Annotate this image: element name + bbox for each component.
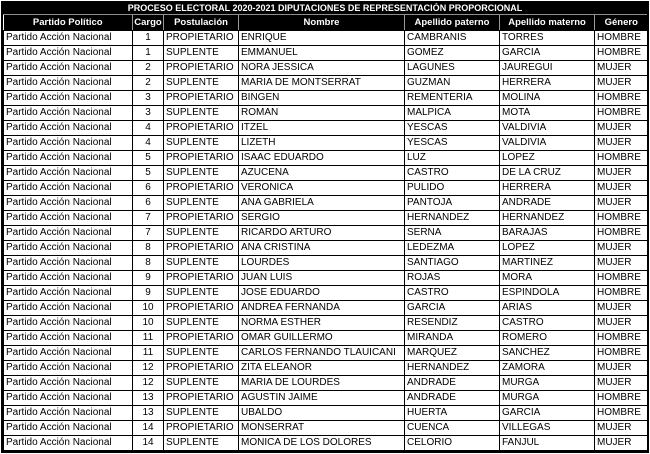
cell-apellido-paterno: SERNA bbox=[405, 226, 500, 241]
cell-genero: MUJER bbox=[595, 436, 648, 451]
cell-partido-politico: Partido Acción Nacional bbox=[4, 346, 133, 361]
cell-partido-politico: Partido Acción Nacional bbox=[4, 196, 133, 211]
cell-apellido-paterno: MALPICA bbox=[405, 106, 500, 121]
cell-cargo: 6 bbox=[133, 196, 164, 211]
cell-partido-politico: Partido Acción Nacional bbox=[4, 61, 133, 76]
cell-cargo: 2 bbox=[133, 76, 164, 91]
cell-cargo: 10 bbox=[133, 316, 164, 331]
cell-cargo: 2 bbox=[133, 61, 164, 76]
cell-postulacion: SUPLENTE bbox=[164, 436, 239, 451]
cell-nombre: NORMA ESTHER bbox=[239, 316, 405, 331]
cell-partido-politico: Partido Acción Nacional bbox=[4, 301, 133, 316]
cell-genero: MUJER bbox=[595, 256, 648, 271]
cell-postulacion: SUPLENTE bbox=[164, 106, 239, 121]
cell-nombre: ISAAC EDUARDO bbox=[239, 151, 405, 166]
cell-postulacion: PROPIETARIO bbox=[164, 61, 239, 76]
cell-genero: MUJER bbox=[595, 181, 648, 196]
cell-apellido-paterno: ANDRADE bbox=[405, 391, 500, 406]
cell-genero: HOMBRE bbox=[595, 31, 648, 46]
cell-cargo: 3 bbox=[133, 106, 164, 121]
electoral-table-sheet bbox=[1, 1, 649, 453]
cell-nombre: SERGIO bbox=[239, 211, 405, 226]
cell-partido-politico: Partido Acción Nacional bbox=[4, 286, 133, 301]
cell-cargo: 1 bbox=[133, 46, 164, 61]
cell-apellido-materno: GARCIA bbox=[500, 406, 595, 421]
cell-genero: HOMBRE bbox=[595, 226, 648, 241]
cell-apellido-paterno: GUZMAN bbox=[405, 76, 500, 91]
table-row bbox=[4, 316, 648, 331]
cell-nombre: NORA JESSICA bbox=[239, 61, 405, 76]
cell-apellido-materno: LOPEZ bbox=[500, 151, 595, 166]
cell-postulacion: SUPLENTE bbox=[164, 136, 239, 151]
cell-genero: MUJER bbox=[595, 121, 648, 136]
cell-apellido-paterno: ANDRADE bbox=[405, 376, 500, 391]
cell-apellido-paterno: CELORIO bbox=[405, 436, 500, 451]
cell-apellido-materno: ZAMORA bbox=[500, 361, 595, 376]
cell-postulacion: SUPLENTE bbox=[164, 406, 239, 421]
cell-cargo: 10 bbox=[133, 301, 164, 316]
cell-partido-politico: Partido Acción Nacional bbox=[4, 46, 133, 61]
cell-genero: HOMBRE bbox=[595, 391, 648, 406]
cell-partido-politico: Partido Acción Nacional bbox=[4, 241, 133, 256]
cell-partido-politico: Partido Acción Nacional bbox=[4, 376, 133, 391]
column-header-nombre: Nombre bbox=[239, 15, 405, 31]
cell-cargo: 4 bbox=[133, 136, 164, 151]
column-header-postulacion: Postulación bbox=[164, 15, 239, 31]
cell-postulacion: PROPIETARIO bbox=[164, 331, 239, 346]
cell-nombre: MARIA DE LOURDES bbox=[239, 376, 405, 391]
cell-apellido-paterno: CUENCA bbox=[405, 421, 500, 436]
cell-partido-politico: Partido Acción Nacional bbox=[4, 91, 133, 106]
cell-nombre: EMMANUEL bbox=[239, 46, 405, 61]
cell-apellido-materno: ESPINDOLA bbox=[500, 286, 595, 301]
cell-apellido-materno: ANDRADE bbox=[500, 196, 595, 211]
cell-partido-politico: Partido Acción Nacional bbox=[4, 151, 133, 166]
cell-cargo: 9 bbox=[133, 286, 164, 301]
cell-cargo: 7 bbox=[133, 226, 164, 241]
cell-genero: MUJER bbox=[595, 196, 648, 211]
cell-apellido-paterno: MARQUEZ bbox=[405, 346, 500, 361]
table-row bbox=[4, 271, 648, 286]
cell-genero: HOMBRE bbox=[595, 406, 648, 421]
cell-nombre: MARIA DE MONTSERRAT bbox=[239, 76, 405, 91]
cell-cargo: 8 bbox=[133, 256, 164, 271]
cell-apellido-paterno: REMENTERIA bbox=[405, 91, 500, 106]
cell-cargo: 5 bbox=[133, 151, 164, 166]
cell-apellido-materno: VALDIVIA bbox=[500, 136, 595, 151]
cell-apellido-materno: TORRES bbox=[500, 31, 595, 46]
table-row bbox=[4, 226, 648, 241]
cell-apellido-materno: BARAJAS bbox=[500, 226, 595, 241]
cell-genero: HOMBRE bbox=[595, 211, 648, 226]
cell-apellido-materno: MARTINEZ bbox=[500, 256, 595, 271]
cell-apellido-materno: ARIAS bbox=[500, 301, 595, 316]
table-row bbox=[4, 46, 648, 61]
cell-genero: HOMBRE bbox=[595, 106, 648, 121]
cell-genero: MUJER bbox=[595, 61, 648, 76]
cell-nombre: ENRIQUE bbox=[239, 31, 405, 46]
cell-cargo: 14 bbox=[133, 436, 164, 451]
cell-partido-politico: Partido Acción Nacional bbox=[4, 31, 133, 46]
cell-apellido-paterno: LAGUNES bbox=[405, 61, 500, 76]
cell-postulacion: SUPLENTE bbox=[164, 46, 239, 61]
cell-postulacion: PROPIETARIO bbox=[164, 301, 239, 316]
table-row bbox=[4, 331, 648, 346]
cell-apellido-materno: SANCHEZ bbox=[500, 346, 595, 361]
cell-postulacion: SUPLENTE bbox=[164, 376, 239, 391]
cell-apellido-materno: HERRERA bbox=[500, 76, 595, 91]
cell-partido-politico: Partido Acción Nacional bbox=[4, 271, 133, 286]
table-row bbox=[4, 196, 648, 211]
cell-apellido-paterno: YESCAS bbox=[405, 136, 500, 151]
cell-nombre: JUAN LUIS bbox=[239, 271, 405, 286]
header-row bbox=[4, 15, 648, 31]
cell-nombre: UBALDO bbox=[239, 406, 405, 421]
cell-apellido-materno: MOTA bbox=[500, 106, 595, 121]
cell-genero: MUJER bbox=[595, 316, 648, 331]
cell-nombre: RICARDO ARTURO bbox=[239, 226, 405, 241]
cell-cargo: 7 bbox=[133, 211, 164, 226]
table-row bbox=[4, 106, 648, 121]
cell-apellido-materno: VALDIVIA bbox=[500, 121, 595, 136]
cell-apellido-paterno: PANTOJA bbox=[405, 196, 500, 211]
column-header-cargo: Cargo bbox=[133, 15, 164, 31]
cell-nombre: LOURDES bbox=[239, 256, 405, 271]
cell-apellido-materno: HERNANDEZ bbox=[500, 211, 595, 226]
cell-partido-politico: Partido Acción Nacional bbox=[4, 106, 133, 121]
cell-nombre: MONSERRAT bbox=[239, 421, 405, 436]
cell-partido-politico: Partido Acción Nacional bbox=[4, 226, 133, 241]
cell-apellido-paterno: YESCAS bbox=[405, 121, 500, 136]
cell-cargo: 8 bbox=[133, 241, 164, 256]
cell-cargo: 14 bbox=[133, 421, 164, 436]
cell-apellido-materno: GARCIA bbox=[500, 46, 595, 61]
cell-nombre: ITZEL bbox=[239, 121, 405, 136]
column-header-genero: Género bbox=[595, 15, 648, 31]
cell-apellido-materno: MURGA bbox=[500, 391, 595, 406]
table-row bbox=[4, 31, 648, 46]
cell-postulacion: SUPLENTE bbox=[164, 316, 239, 331]
table-row bbox=[4, 61, 648, 76]
table-row bbox=[4, 166, 648, 181]
cell-apellido-paterno: CASTRO bbox=[405, 166, 500, 181]
cell-genero: MUJER bbox=[595, 76, 648, 91]
cell-apellido-paterno: GOMEZ bbox=[405, 46, 500, 61]
column-header-apellido-materno: Apellido materno bbox=[500, 15, 595, 31]
table-row bbox=[4, 256, 648, 271]
table-row bbox=[4, 211, 648, 226]
cell-apellido-paterno: LUZ bbox=[405, 151, 500, 166]
cell-postulacion: PROPIETARIO bbox=[164, 421, 239, 436]
table-row bbox=[4, 151, 648, 166]
cell-apellido-materno: VILLEGAS bbox=[500, 421, 595, 436]
cell-genero: MUJER bbox=[595, 421, 648, 436]
cell-apellido-paterno: GARCIA bbox=[405, 301, 500, 316]
table-row bbox=[4, 136, 648, 151]
cell-nombre: AZUCENA bbox=[239, 166, 405, 181]
cell-partido-politico: Partido Acción Nacional bbox=[4, 121, 133, 136]
table-row bbox=[4, 241, 648, 256]
cell-genero: HOMBRE bbox=[595, 46, 648, 61]
cell-partido-politico: Partido Acción Nacional bbox=[4, 181, 133, 196]
cell-cargo: 9 bbox=[133, 271, 164, 286]
cell-postulacion: PROPIETARIO bbox=[164, 151, 239, 166]
table-row bbox=[4, 286, 648, 301]
column-header-partido-politico: Partido Político bbox=[4, 15, 133, 31]
cell-postulacion: SUPLENTE bbox=[164, 166, 239, 181]
table-row bbox=[4, 361, 648, 376]
cell-nombre: JOSE EDUARDO bbox=[239, 286, 405, 301]
cell-apellido-paterno: LEDEZMA bbox=[405, 241, 500, 256]
cell-nombre: ANA CRISTINA bbox=[239, 241, 405, 256]
cell-partido-politico: Partido Acción Nacional bbox=[4, 166, 133, 181]
cell-apellido-paterno: SANTIAGO bbox=[405, 256, 500, 271]
cell-postulacion: PROPIETARIO bbox=[164, 121, 239, 136]
cell-nombre: VERONICA bbox=[239, 181, 405, 196]
cell-cargo: 6 bbox=[133, 181, 164, 196]
cell-cargo: 1 bbox=[133, 31, 164, 46]
cell-genero: HOMBRE bbox=[595, 91, 648, 106]
table-row bbox=[4, 91, 648, 106]
cell-postulacion: PROPIETARIO bbox=[164, 211, 239, 226]
cell-cargo: 12 bbox=[133, 361, 164, 376]
cell-cargo: 13 bbox=[133, 391, 164, 406]
cell-apellido-materno: DE LA CRUZ bbox=[500, 166, 595, 181]
table-row bbox=[4, 391, 648, 406]
cell-apellido-materno: MORA bbox=[500, 271, 595, 286]
table-row bbox=[4, 301, 648, 316]
table-row bbox=[4, 406, 648, 421]
table-row bbox=[4, 181, 648, 196]
cell-postulacion: SUPLENTE bbox=[164, 346, 239, 361]
cell-apellido-paterno: PULIDO bbox=[405, 181, 500, 196]
table-body bbox=[4, 31, 648, 451]
cell-partido-politico: Partido Acción Nacional bbox=[4, 331, 133, 346]
cell-genero: HOMBRE bbox=[595, 271, 648, 286]
cell-partido-politico: Partido Acción Nacional bbox=[4, 361, 133, 376]
cell-postulacion: SUPLENTE bbox=[164, 256, 239, 271]
cell-partido-politico: Partido Acción Nacional bbox=[4, 76, 133, 91]
cell-partido-politico: Partido Acción Nacional bbox=[4, 316, 133, 331]
cell-apellido-paterno: HERNANDEZ bbox=[405, 361, 500, 376]
cell-genero: MUJER bbox=[595, 136, 648, 151]
cell-nombre: CARLOS FERNANDO TLAUICANI bbox=[239, 346, 405, 361]
cell-apellido-materno: HERRERA bbox=[500, 181, 595, 196]
cell-genero: HOMBRE bbox=[595, 151, 648, 166]
cell-partido-politico: Partido Acción Nacional bbox=[4, 421, 133, 436]
cell-nombre: ANA GABRIELA bbox=[239, 196, 405, 211]
cell-apellido-paterno: MIRANDA bbox=[405, 331, 500, 346]
cell-postulacion: PROPIETARIO bbox=[164, 181, 239, 196]
cell-genero: MUJER bbox=[595, 241, 648, 256]
cell-postulacion: PROPIETARIO bbox=[164, 241, 239, 256]
cell-cargo: 12 bbox=[133, 376, 164, 391]
cell-cargo: 11 bbox=[133, 331, 164, 346]
cell-apellido-paterno: HERNANDEZ bbox=[405, 211, 500, 226]
cell-apellido-paterno: CAMBRANIS bbox=[405, 31, 500, 46]
table-row bbox=[4, 76, 648, 91]
cell-genero: MUJER bbox=[595, 376, 648, 391]
cell-cargo: 4 bbox=[133, 121, 164, 136]
table-row bbox=[4, 436, 648, 451]
cell-apellido-paterno: HUERTA bbox=[405, 406, 500, 421]
cell-nombre: ZITA ELEANOR bbox=[239, 361, 405, 376]
cell-nombre: LIZETH bbox=[239, 136, 405, 151]
cell-cargo: 11 bbox=[133, 346, 164, 361]
cell-nombre: AGUSTIN JAIME bbox=[239, 391, 405, 406]
cell-partido-politico: Partido Acción Nacional bbox=[4, 436, 133, 451]
cell-genero: MUJER bbox=[595, 361, 648, 376]
cell-apellido-paterno: CASTRO bbox=[405, 286, 500, 301]
cell-partido-politico: Partido Acción Nacional bbox=[4, 136, 133, 151]
cell-postulacion: SUPLENTE bbox=[164, 196, 239, 211]
cell-partido-politico: Partido Acción Nacional bbox=[4, 406, 133, 421]
cell-apellido-paterno: ROJAS bbox=[405, 271, 500, 286]
cell-postulacion: PROPIETARIO bbox=[164, 91, 239, 106]
cell-cargo: 5 bbox=[133, 166, 164, 181]
cell-nombre: ROMAN bbox=[239, 106, 405, 121]
cell-postulacion: SUPLENTE bbox=[164, 226, 239, 241]
cell-postulacion: PROPIETARIO bbox=[164, 361, 239, 376]
cell-apellido-materno: JAUREGUI bbox=[500, 61, 595, 76]
cell-partido-politico: Partido Acción Nacional bbox=[4, 391, 133, 406]
cell-nombre: BINGEN bbox=[239, 91, 405, 106]
cell-postulacion: PROPIETARIO bbox=[164, 391, 239, 406]
cell-postulacion: PROPIETARIO bbox=[164, 31, 239, 46]
table-row bbox=[4, 121, 648, 136]
cell-partido-politico: Partido Acción Nacional bbox=[4, 211, 133, 226]
cell-apellido-materno: LOPEZ bbox=[500, 241, 595, 256]
cell-genero: MUJER bbox=[595, 301, 648, 316]
cell-postulacion: SUPLENTE bbox=[164, 286, 239, 301]
column-header-apellido-paterno: Apellido paterno bbox=[405, 15, 500, 31]
cell-apellido-materno: MOLINA bbox=[500, 91, 595, 106]
cell-genero: HOMBRE bbox=[595, 346, 648, 361]
cell-cargo: 13 bbox=[133, 406, 164, 421]
table-row bbox=[4, 346, 648, 361]
cell-apellido-materno: MURGA bbox=[500, 376, 595, 391]
cell-apellido-paterno: RESENDIZ bbox=[405, 316, 500, 331]
table-row bbox=[4, 376, 648, 391]
cell-apellido-materno: CASTRO bbox=[500, 316, 595, 331]
cell-postulacion: SUPLENTE bbox=[164, 76, 239, 91]
cell-apellido-materno: ROMERO bbox=[500, 331, 595, 346]
cell-genero: HOMBRE bbox=[595, 331, 648, 346]
cell-postulacion: PROPIETARIO bbox=[164, 271, 239, 286]
candidates-table bbox=[3, 15, 648, 451]
table-row bbox=[4, 421, 648, 436]
cell-nombre: MONICA DE LOS DOLORES bbox=[239, 436, 405, 451]
cell-cargo: 3 bbox=[133, 91, 164, 106]
cell-partido-politico: Partido Acción Nacional bbox=[4, 256, 133, 271]
cell-genero: HOMBRE bbox=[595, 286, 648, 301]
cell-nombre: ANDREA FERNANDA bbox=[239, 301, 405, 316]
table-title: PROCESO ELECTORAL 2020-2021 DIPUTACIONES DE REPRESENTACIÓN PROPORCIONAL bbox=[3, 3, 647, 15]
cell-apellido-materno: FANJUL bbox=[500, 436, 595, 451]
cell-nombre: OMAR GUILLERMO bbox=[239, 331, 405, 346]
cell-genero: MUJER bbox=[595, 166, 648, 181]
